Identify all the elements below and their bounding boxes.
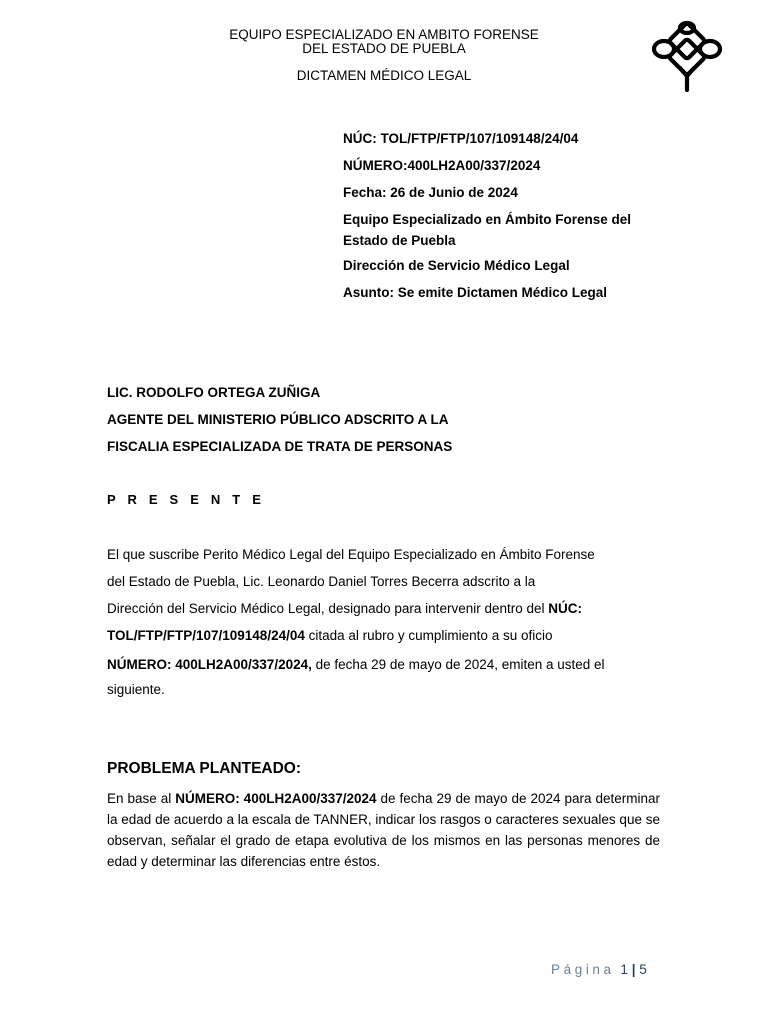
page-number: 1 (620, 962, 628, 977)
intro-line1: El que suscribe Perito Médico Legal del Equipo Especializado en Ámbito Forense (107, 547, 595, 562)
intro-line2: del Estado de Puebla, Lic. Leonardo Daniel Torres Becerra adscrito a la (107, 574, 536, 589)
salutation: P R E S E N T E (107, 492, 266, 507)
intro-line6: siguiente. (107, 682, 165, 697)
numero-reference: NÚMERO:400LH2A00/337/2024 (343, 158, 541, 173)
issuing-team-line2: Estado de Puebla (343, 233, 456, 248)
addressee-name: LIC. RODOLFO ORTEGA ZUÑIGA (107, 385, 321, 400)
intro-line4-text: citada al rubro y cumplimiento a su oficio (304, 628, 553, 643)
intro-line4 (107, 627, 663, 645)
addressee-role-line1: AGENTE DEL MINISTERIO PÚBLICO ADSCRITO A LA (107, 412, 449, 427)
issuing-direction: Dirección de Servicio Médico Legal (343, 258, 570, 273)
addressee-role-line2: FISCALIA ESPECIALIZADA DE TRATA DE PERSONAS (107, 439, 453, 454)
intro-line4-bold: TOL/FTP/FTP/107/109148/24/04 (107, 628, 305, 643)
problem-section-title: PROBLEMA PLANTEADO: (107, 760, 302, 777)
page-separator: | (631, 962, 636, 977)
document-date: Fecha: 26 de Junio de 2024 (343, 185, 518, 200)
intro-line5-bold: NÚMERO: 400LH2A00/337/2024, (107, 657, 312, 672)
intro-paragraph (107, 546, 663, 708)
page-total: 5 (639, 962, 647, 977)
document-header (150, 28, 618, 83)
header-institution-line1: EQUIPO ESPECIALIZADO EN AMBITO FORENSE (229, 27, 539, 42)
issuing-team-line1: Equipo Especializado en Ámbito Forense del (343, 212, 632, 227)
problem-text-after: de fecha 29 de mayo de 2024 para determinar la edad de acuerdo a la escala de TANNER, indicar los rasgos o caracteres sexuales que se observan, señalar el grado de etapa evolutiva de los mismos en las personas menores de edad y determinar las diferencias entre éstos. (107, 791, 660, 869)
problem-paragraph (107, 788, 660, 872)
problem-text-bold: NÚMERO: 400LH2A00/337/2024 (175, 791, 377, 806)
nuc-reference: NÚC: TOL/FTP/FTP/107/109148/24/04 (343, 131, 579, 146)
problem-text-before: En base al (107, 791, 176, 806)
page-label: Página (551, 962, 615, 977)
addressee-block (107, 384, 667, 465)
intro-line3-text: Dirección del Servicio Médico Legal, designado para intervenir dentro del (107, 601, 549, 616)
endless-knot-icon (650, 20, 724, 92)
document-title: DICTAMEN MÉDICO LEGAL (296, 68, 472, 83)
reference-block (343, 130, 683, 311)
subject-line: Asunto: Se emite Dictamen Médico Legal (343, 285, 608, 300)
issuing-team (343, 209, 683, 251)
intro-line5 (107, 654, 663, 675)
header-institution-line2: DEL ESTADO DE PUEBLA (302, 41, 466, 56)
intro-line3-bold: NÚC: (548, 601, 582, 616)
intro-line3 (107, 600, 663, 618)
intro-line5-text: de fecha 29 de mayo de 2024, emiten a usted el (311, 657, 605, 672)
page-footer (551, 962, 647, 977)
